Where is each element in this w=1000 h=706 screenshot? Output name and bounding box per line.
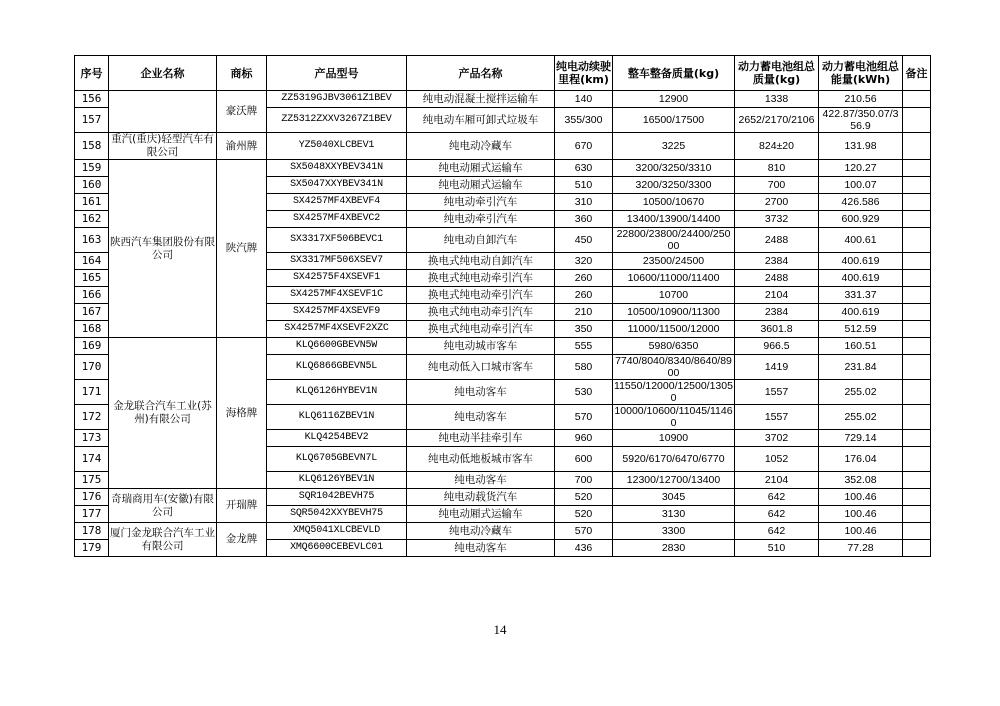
row-index: 178 bbox=[75, 523, 109, 540]
note-cell bbox=[903, 211, 931, 228]
note-cell bbox=[903, 160, 931, 177]
row-index: 162 bbox=[75, 211, 109, 228]
company-name: 重汽(重庆)轻型汽车有限公司 bbox=[109, 133, 217, 160]
row-index: 163 bbox=[75, 228, 109, 253]
electric-range: 520 bbox=[555, 506, 613, 523]
battery-mass: 824±20 bbox=[735, 133, 819, 160]
row-index: 161 bbox=[75, 194, 109, 211]
curb-mass: 3300 bbox=[613, 523, 735, 540]
product-model: KLQ6116ZBEV1N bbox=[267, 405, 407, 430]
battery-mass: 2700 bbox=[735, 194, 819, 211]
row-index: 173 bbox=[75, 430, 109, 447]
product-name: 纯电动半挂牵引车 bbox=[407, 430, 555, 447]
curb-mass: 10700 bbox=[613, 287, 735, 304]
note-cell bbox=[903, 447, 931, 472]
battery-mass: 700 bbox=[735, 177, 819, 194]
header-battery-mass: 动力蓄电池组总质量(kg) bbox=[735, 56, 819, 91]
electric-range: 960 bbox=[555, 430, 613, 447]
curb-mass: 13400/13900/14400 bbox=[613, 211, 735, 228]
product-name: 纯电动厢式运输车 bbox=[407, 506, 555, 523]
company-name: 金龙联合汽车工业(苏州)有限公司 bbox=[109, 338, 217, 489]
product-name: 纯电动牵引汽车 bbox=[407, 211, 555, 228]
battery-energy: 400.61 bbox=[819, 228, 903, 253]
note-cell bbox=[903, 253, 931, 270]
battery-mass: 2488 bbox=[735, 270, 819, 287]
product-name: 纯电动车厢可卸式垃圾车 bbox=[407, 108, 555, 133]
product-model: KLQ4254BEV2 bbox=[267, 430, 407, 447]
battery-energy: 600.929 bbox=[819, 211, 903, 228]
product-name: 纯电动冷藏车 bbox=[407, 523, 555, 540]
row-index: 159 bbox=[75, 160, 109, 177]
battery-energy: 210.56 bbox=[819, 91, 903, 108]
battery-mass: 966.5 bbox=[735, 338, 819, 355]
brand-name: 开瑞牌 bbox=[217, 489, 267, 523]
electric-range: 630 bbox=[555, 160, 613, 177]
note-cell bbox=[903, 380, 931, 405]
battery-mass: 2104 bbox=[735, 472, 819, 489]
row-index: 164 bbox=[75, 253, 109, 270]
battery-mass: 642 bbox=[735, 506, 819, 523]
brand-name: 陕汽牌 bbox=[217, 160, 267, 338]
row-index: 165 bbox=[75, 270, 109, 287]
note-cell bbox=[903, 540, 931, 557]
product-name: 纯电动客车 bbox=[407, 472, 555, 489]
product-model: SX3317XF506BEVC1 bbox=[267, 228, 407, 253]
battery-mass: 2384 bbox=[735, 253, 819, 270]
battery-energy: 512.59 bbox=[819, 321, 903, 338]
product-model: KLQ6705GBEVN7L bbox=[267, 447, 407, 472]
header-product-name: 产品名称 bbox=[407, 56, 555, 91]
product-name: 纯电动牵引汽车 bbox=[407, 194, 555, 211]
table-row bbox=[75, 338, 931, 355]
battery-mass: 1338 bbox=[735, 91, 819, 108]
product-model: SX5048XXYBEV341N bbox=[267, 160, 407, 177]
row-index: 160 bbox=[75, 177, 109, 194]
electric-range: 510 bbox=[555, 177, 613, 194]
battery-mass: 2652/2170/2106 bbox=[735, 108, 819, 133]
battery-energy: 400.619 bbox=[819, 253, 903, 270]
company-name bbox=[109, 91, 217, 133]
product-model: SX4257MF4XSEVF1C bbox=[267, 287, 407, 304]
battery-mass: 1557 bbox=[735, 405, 819, 430]
product-name: 换电式纯电动牵引汽车 bbox=[407, 270, 555, 287]
product-model: KLQ6866GBEVN5L bbox=[267, 355, 407, 380]
product-name: 换电式纯电动牵引汽车 bbox=[407, 287, 555, 304]
curb-mass: 2830 bbox=[613, 540, 735, 557]
table-body bbox=[75, 91, 931, 557]
product-name: 换电式纯电动牵引汽车 bbox=[407, 304, 555, 321]
product-name: 换电式纯电动牵引汽车 bbox=[407, 321, 555, 338]
electric-range: 520 bbox=[555, 489, 613, 506]
brand-name: 金龙牌 bbox=[217, 523, 267, 557]
note-cell bbox=[903, 108, 931, 133]
row-index: 175 bbox=[75, 472, 109, 489]
curb-mass: 11000/11500/12000 bbox=[613, 321, 735, 338]
curb-mass: 16500/17500 bbox=[613, 108, 735, 133]
product-name: 纯电动城市客车 bbox=[407, 338, 555, 355]
brand-name: 海格牌 bbox=[217, 338, 267, 489]
note-cell bbox=[903, 91, 931, 108]
note-cell bbox=[903, 506, 931, 523]
electric-range: 320 bbox=[555, 253, 613, 270]
company-name: 厦门金龙联合汽车工业有限公司 bbox=[109, 523, 217, 557]
battery-energy: 160.51 bbox=[819, 338, 903, 355]
product-name: 纯电动低入口城市客车 bbox=[407, 355, 555, 380]
note-cell bbox=[903, 430, 931, 447]
table-row bbox=[75, 523, 931, 540]
product-model: YZ5040XLCBEV1 bbox=[267, 133, 407, 160]
battery-energy: 100.46 bbox=[819, 506, 903, 523]
row-index: 158 bbox=[75, 133, 109, 160]
note-cell bbox=[903, 321, 931, 338]
battery-mass: 3732 bbox=[735, 211, 819, 228]
row-index: 167 bbox=[75, 304, 109, 321]
battery-mass: 1419 bbox=[735, 355, 819, 380]
row-index: 172 bbox=[75, 405, 109, 430]
battery-energy: 255.02 bbox=[819, 405, 903, 430]
product-model: SX4257MF4XSEVF9 bbox=[267, 304, 407, 321]
note-cell bbox=[903, 287, 931, 304]
electric-range: 355/300 bbox=[555, 108, 613, 133]
note-cell bbox=[903, 270, 931, 287]
electric-range: 580 bbox=[555, 355, 613, 380]
product-name: 纯电动厢式运输车 bbox=[407, 160, 555, 177]
battery-mass: 2488 bbox=[735, 228, 819, 253]
row-index: 179 bbox=[75, 540, 109, 557]
product-name: 换电式纯电动自卸汽车 bbox=[407, 253, 555, 270]
curb-mass: 12300/12700/13400 bbox=[613, 472, 735, 489]
table-row bbox=[75, 489, 931, 506]
product-name: 纯电动自卸汽车 bbox=[407, 228, 555, 253]
curb-mass: 23500/24500 bbox=[613, 253, 735, 270]
battery-mass: 2104 bbox=[735, 287, 819, 304]
product-model: XMQ6600CEBEVLC01 bbox=[267, 540, 407, 557]
battery-energy: 255.02 bbox=[819, 380, 903, 405]
row-index: 171 bbox=[75, 380, 109, 405]
note-cell bbox=[903, 304, 931, 321]
company-name: 奇瑞商用车(安徽)有限公司 bbox=[109, 489, 217, 523]
battery-mass: 1557 bbox=[735, 380, 819, 405]
electric-range: 555 bbox=[555, 338, 613, 355]
curb-mass: 10900 bbox=[613, 430, 735, 447]
product-model: ZZ5319GJBV3061Z1BEV bbox=[267, 91, 407, 108]
curb-mass: 11550/12000/12500/13050 bbox=[614, 380, 733, 404]
table-header-row bbox=[75, 56, 931, 91]
battery-mass: 642 bbox=[735, 523, 819, 540]
electric-range: 570 bbox=[555, 405, 613, 430]
row-index: 174 bbox=[75, 447, 109, 472]
curb-mass: 3200/3250/3310 bbox=[613, 160, 735, 177]
electric-range: 600 bbox=[555, 447, 613, 472]
battery-mass: 510 bbox=[735, 540, 819, 557]
battery-energy: 100.46 bbox=[819, 523, 903, 540]
table-row bbox=[75, 160, 931, 177]
note-cell bbox=[903, 194, 931, 211]
battery-energy: 231.84 bbox=[819, 355, 903, 380]
battery-mass: 2384 bbox=[735, 304, 819, 321]
row-index: 166 bbox=[75, 287, 109, 304]
electric-range: 260 bbox=[555, 270, 613, 287]
curb-mass: 7740/8040/8340/8640/8900 bbox=[613, 355, 735, 380]
product-model: ZZ5312ZXXV3267Z1BEV bbox=[267, 108, 407, 133]
header-brand: 商标 bbox=[217, 56, 267, 91]
product-name: 纯电动冷藏车 bbox=[407, 133, 555, 160]
header-company: 企业名称 bbox=[109, 56, 217, 91]
note-cell bbox=[903, 177, 931, 194]
electric-range: 530 bbox=[555, 380, 613, 405]
product-name: 纯电动客车 bbox=[407, 380, 555, 405]
product-model: KLQ6600GBEVN5W bbox=[267, 338, 407, 355]
battery-energy: 131.98 bbox=[819, 133, 903, 160]
product-name: 纯电动混凝土搅拌运输车 bbox=[407, 91, 555, 108]
header-battery-energy: 动力蓄电池组总能量(kWh) bbox=[819, 56, 903, 91]
battery-energy: 729.14 bbox=[819, 430, 903, 447]
header-note: 备注 bbox=[903, 56, 931, 91]
electric-range: 310 bbox=[555, 194, 613, 211]
electric-range: 450 bbox=[555, 228, 613, 253]
battery-mass: 1052 bbox=[735, 447, 819, 472]
battery-energy: 77.28 bbox=[819, 540, 903, 557]
electric-range: 350 bbox=[555, 321, 613, 338]
curb-mass: 10500/10670 bbox=[613, 194, 735, 211]
battery-energy: 400.619 bbox=[819, 270, 903, 287]
row-index: 170 bbox=[75, 355, 109, 380]
battery-mass: 810 bbox=[735, 160, 819, 177]
battery-energy: 400.619 bbox=[819, 304, 903, 321]
battery-mass: 3702 bbox=[735, 430, 819, 447]
battery-energy: 100.07 bbox=[819, 177, 903, 194]
product-model: KLQ6126YBEV1N bbox=[267, 472, 407, 489]
curb-mass: 5920/6170/6470/6770 bbox=[613, 447, 735, 472]
note-cell bbox=[903, 489, 931, 506]
battery-energy: 176.04 bbox=[819, 447, 903, 472]
battery-energy: 331.37 bbox=[819, 287, 903, 304]
electric-range: 360 bbox=[555, 211, 613, 228]
vehicle-catalog-table bbox=[74, 55, 931, 557]
product-name: 纯电动客车 bbox=[407, 405, 555, 430]
battery-energy: 120.27 bbox=[819, 160, 903, 177]
table-row bbox=[75, 133, 931, 160]
brand-name: 渝州牌 bbox=[217, 133, 267, 160]
product-model: SX42575F4XSEVF1 bbox=[267, 270, 407, 287]
row-index: 177 bbox=[75, 506, 109, 523]
battery-energy: 422.87/350.07/356.9 bbox=[819, 108, 903, 133]
battery-mass: 3601.8 bbox=[735, 321, 819, 338]
electric-range: 140 bbox=[555, 91, 613, 108]
product-model: SX4257MF4XBEVF4 bbox=[267, 194, 407, 211]
company-name: 陕西汽车集团股份有限公司 bbox=[109, 160, 217, 338]
row-index: 157 bbox=[75, 108, 109, 133]
battery-energy: 100.46 bbox=[819, 489, 903, 506]
row-index: 169 bbox=[75, 338, 109, 355]
electric-range: 670 bbox=[555, 133, 613, 160]
curb-mass: 3200/3250/3300 bbox=[613, 177, 735, 194]
product-model: SX4257MF4XSEVF2XZC bbox=[267, 321, 407, 338]
page-number: 14 bbox=[493, 622, 507, 637]
note-cell bbox=[903, 228, 931, 253]
product-model: SQR5042XXYBEVH75 bbox=[267, 506, 407, 523]
note-cell bbox=[903, 405, 931, 430]
curb-mass: 10600/11000/11400 bbox=[613, 270, 735, 287]
product-model: SX5047XXYBEV341N bbox=[267, 177, 407, 194]
product-name: 纯电动载货汽车 bbox=[407, 489, 555, 506]
battery-energy: 426.586 bbox=[819, 194, 903, 211]
electric-range: 700 bbox=[555, 472, 613, 489]
row-index: 176 bbox=[75, 489, 109, 506]
curb-mass: 3225 bbox=[613, 133, 735, 160]
product-model: SQR1042BEVH75 bbox=[267, 489, 407, 506]
battery-energy: 352.08 bbox=[819, 472, 903, 489]
curb-mass: 5980/6350 bbox=[613, 338, 735, 355]
curb-mass: 10000/10600/11045/11460 bbox=[614, 405, 733, 429]
note-cell bbox=[903, 523, 931, 540]
header-idx: 序号 bbox=[75, 56, 109, 91]
brand-name: 豪沃牌 bbox=[217, 91, 267, 133]
note-cell bbox=[903, 355, 931, 380]
battery-mass: 642 bbox=[735, 489, 819, 506]
electric-range: 570 bbox=[555, 523, 613, 540]
curb-mass: 10500/10900/11300 bbox=[613, 304, 735, 321]
product-model: XMQ5041XLCBEVLD bbox=[267, 523, 407, 540]
row-index: 156 bbox=[75, 91, 109, 108]
curb-mass: 3130 bbox=[613, 506, 735, 523]
product-name: 纯电动低地板城市客车 bbox=[407, 447, 555, 472]
row-index: 168 bbox=[75, 321, 109, 338]
note-cell bbox=[903, 338, 931, 355]
product-name: 纯电动客车 bbox=[407, 540, 555, 557]
note-cell bbox=[903, 472, 931, 489]
table-row bbox=[75, 91, 931, 108]
product-model: KLQ6126HYBEV1N bbox=[267, 380, 407, 405]
electric-range: 260 bbox=[555, 287, 613, 304]
product-name: 纯电动厢式运输车 bbox=[407, 177, 555, 194]
product-model: SX4257MF4XBEVC2 bbox=[267, 211, 407, 228]
electric-range: 210 bbox=[555, 304, 613, 321]
electric-range: 436 bbox=[555, 540, 613, 557]
header-model: 产品型号 bbox=[267, 56, 407, 91]
curb-mass: 3045 bbox=[613, 489, 735, 506]
curb-mass: 22800/23800/24400/25000 bbox=[613, 228, 735, 253]
header-curb-mass: 整车整备质量(kg) bbox=[613, 56, 735, 91]
curb-mass: 12900 bbox=[613, 91, 735, 108]
product-model: SX3317MF506XSEV7 bbox=[267, 253, 407, 270]
note-cell bbox=[903, 133, 931, 160]
header-range: 纯电动续驶里程(km) bbox=[555, 56, 613, 91]
